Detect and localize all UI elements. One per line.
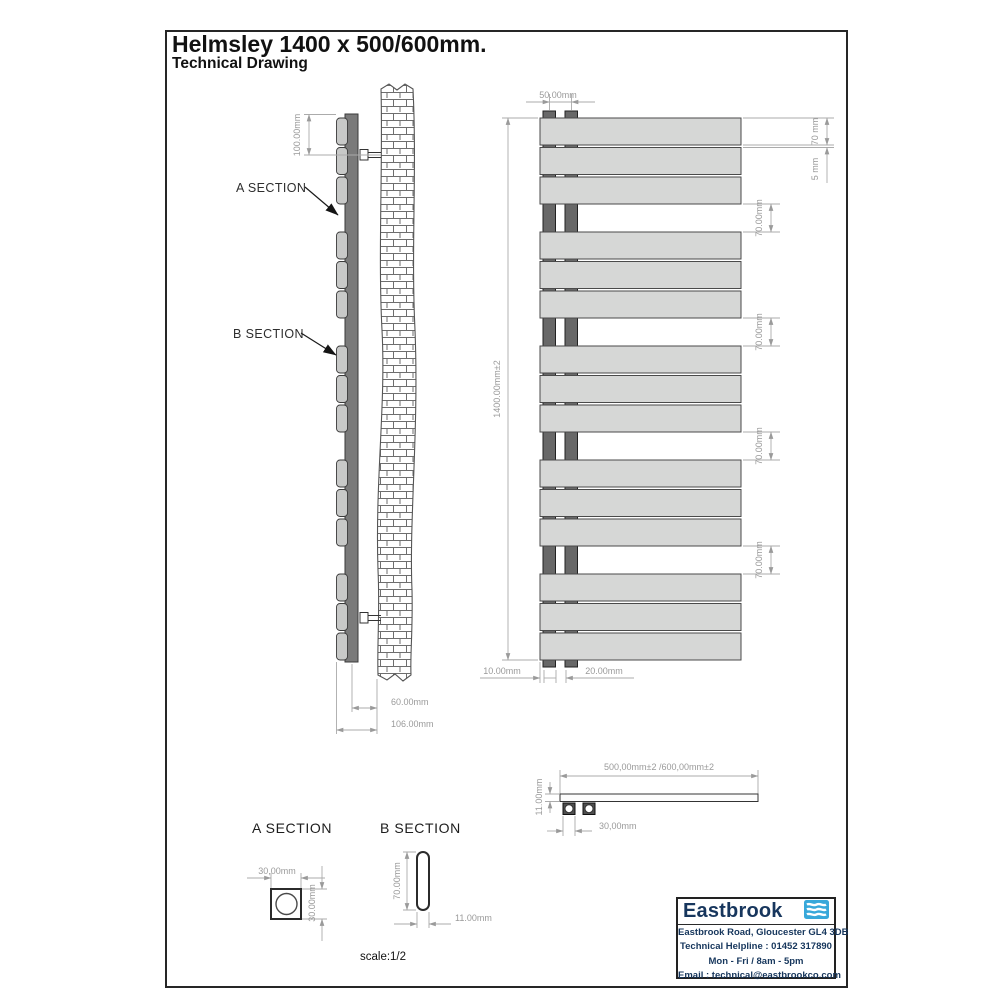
brand-address: Eastbrook Road, Gloucester GL4 3DB <box>678 927 849 938</box>
panel <box>540 262 741 289</box>
dim-bracket-offset-label: 100.00mm <box>292 113 302 157</box>
page-title: Helmsley 1400 x 500/600mm. <box>172 31 487 57</box>
section-a-bore <box>276 894 297 915</box>
dim-section-a-height <box>302 866 327 941</box>
panel-segment <box>337 232 348 259</box>
dim-section-b-height <box>392 852 416 910</box>
dim-height <box>492 118 538 660</box>
scale-note: scale:1/2 <box>360 951 407 963</box>
dim-section-b-height-label: 70.00mm <box>392 862 402 900</box>
front-panels <box>540 118 741 660</box>
panel-segment <box>337 633 348 660</box>
brand-email: Email : technical@eastbrookco.com <box>678 970 841 982</box>
section-b-callout <box>233 327 336 355</box>
panel-segment <box>337 262 348 289</box>
dim-section-b-width-label: 11.00mm <box>455 913 492 923</box>
dim-group-gap-1 <box>743 199 780 237</box>
panel <box>540 604 741 631</box>
brand-hours: Mon - Fri / 8am - 5pm <box>708 955 804 967</box>
panel <box>540 118 741 145</box>
dim-plan-width <box>560 762 758 797</box>
section-a-detail <box>247 820 332 941</box>
wall <box>377 84 415 681</box>
panel-segment <box>337 291 348 318</box>
panel <box>540 405 741 432</box>
panel-segment <box>337 405 348 432</box>
section-b-profile <box>417 852 429 910</box>
panel-segment <box>337 460 348 487</box>
dim-group-gap-label: 70.00mm <box>754 427 764 465</box>
side-view <box>233 84 434 734</box>
section-b-title: B SECTION <box>380 820 461 836</box>
dim-panel-gap-label: 5 mm <box>810 157 820 181</box>
dim-plan-pipe-width-label: 30,00mm <box>599 821 637 831</box>
dim-section-b-width <box>394 912 492 928</box>
panel <box>540 633 741 660</box>
panel-segment <box>337 376 348 403</box>
dim-section-a-height-label: 30.00mm <box>307 884 317 922</box>
side-panel-segments <box>337 118 348 660</box>
panel <box>540 148 741 175</box>
panel <box>540 376 741 403</box>
brand-waves-icon <box>804 900 829 924</box>
dim-group-gap-label: 70.00mm <box>754 199 764 237</box>
manufacturer-infobox <box>676 897 849 982</box>
panel <box>540 346 741 373</box>
dim-group-gap-4 <box>743 541 780 579</box>
dim-pipe-centres-label: 50.00mm <box>539 90 577 100</box>
panel-segment <box>337 519 348 546</box>
brand-logo-row <box>678 899 834 925</box>
panel <box>540 519 741 546</box>
panel <box>540 460 741 487</box>
dim-group-gap-3 <box>743 427 780 465</box>
section-a-callout-label: A SECTION <box>236 181 307 195</box>
dim-plan-width-label: 500,00mm±2 /600,00mm±2 <box>604 762 714 772</box>
section-b-detail <box>380 820 492 928</box>
wall-bracket-bottom <box>360 613 381 624</box>
dim-panel-height-label: 70 mm <box>810 117 820 146</box>
page-subtitle: Technical Drawing <box>172 55 308 72</box>
brand-name: Eastbrook <box>683 900 783 922</box>
plan-pipes <box>563 803 595 815</box>
plan-pipe-bore <box>585 805 593 813</box>
dim-height-label: 1400.00mm±2 <box>492 360 502 418</box>
section-b-callout-label: B SECTION <box>233 327 304 341</box>
dim-panel-gap <box>743 148 834 184</box>
dim-panel-height <box>743 118 834 146</box>
panel-segment <box>337 574 348 601</box>
panel-segment <box>337 148 348 175</box>
dim-group-gap-label: 70.00mm <box>754 313 764 351</box>
dim-pipe-centres <box>526 90 595 110</box>
panel <box>540 232 741 259</box>
dim-total-depth-label: 106.00mm <box>391 719 434 729</box>
panel <box>540 490 741 517</box>
plan-view <box>534 762 758 836</box>
dim-group-gap-label: 70.00mm <box>754 541 764 579</box>
panel-segment <box>337 118 348 145</box>
section-a-title: A SECTION <box>252 820 333 836</box>
dim-plan-pipe-width <box>547 816 637 836</box>
panel <box>540 291 741 318</box>
panel-segment <box>337 604 348 631</box>
panel-segment <box>337 177 348 204</box>
dim-bottom-pipes <box>480 662 634 683</box>
dim-plan-thickness <box>534 779 559 816</box>
panel <box>540 574 741 601</box>
plan-pipe-bore <box>565 805 573 813</box>
panel-segment <box>337 346 348 373</box>
dim-depth-label: 60.00mm <box>391 697 429 707</box>
panel <box>540 177 741 204</box>
dim-section-a-width-label: 30,00mm <box>258 866 296 876</box>
dim-plan-thickness-label: 11.00mm <box>534 778 544 816</box>
section-a-callout <box>236 181 338 215</box>
panel-segment <box>337 490 348 517</box>
dim-pipe-inset-label: 10.00mm <box>483 666 521 676</box>
dim-pipe-gap-label: 20.00mm <box>585 666 623 676</box>
dim-group-gap-2 <box>743 313 780 351</box>
front-view <box>480 90 834 683</box>
plan-panel-bar <box>560 794 758 802</box>
brand-helpline: Technical Helpline : 01452 317890 <box>680 941 832 953</box>
